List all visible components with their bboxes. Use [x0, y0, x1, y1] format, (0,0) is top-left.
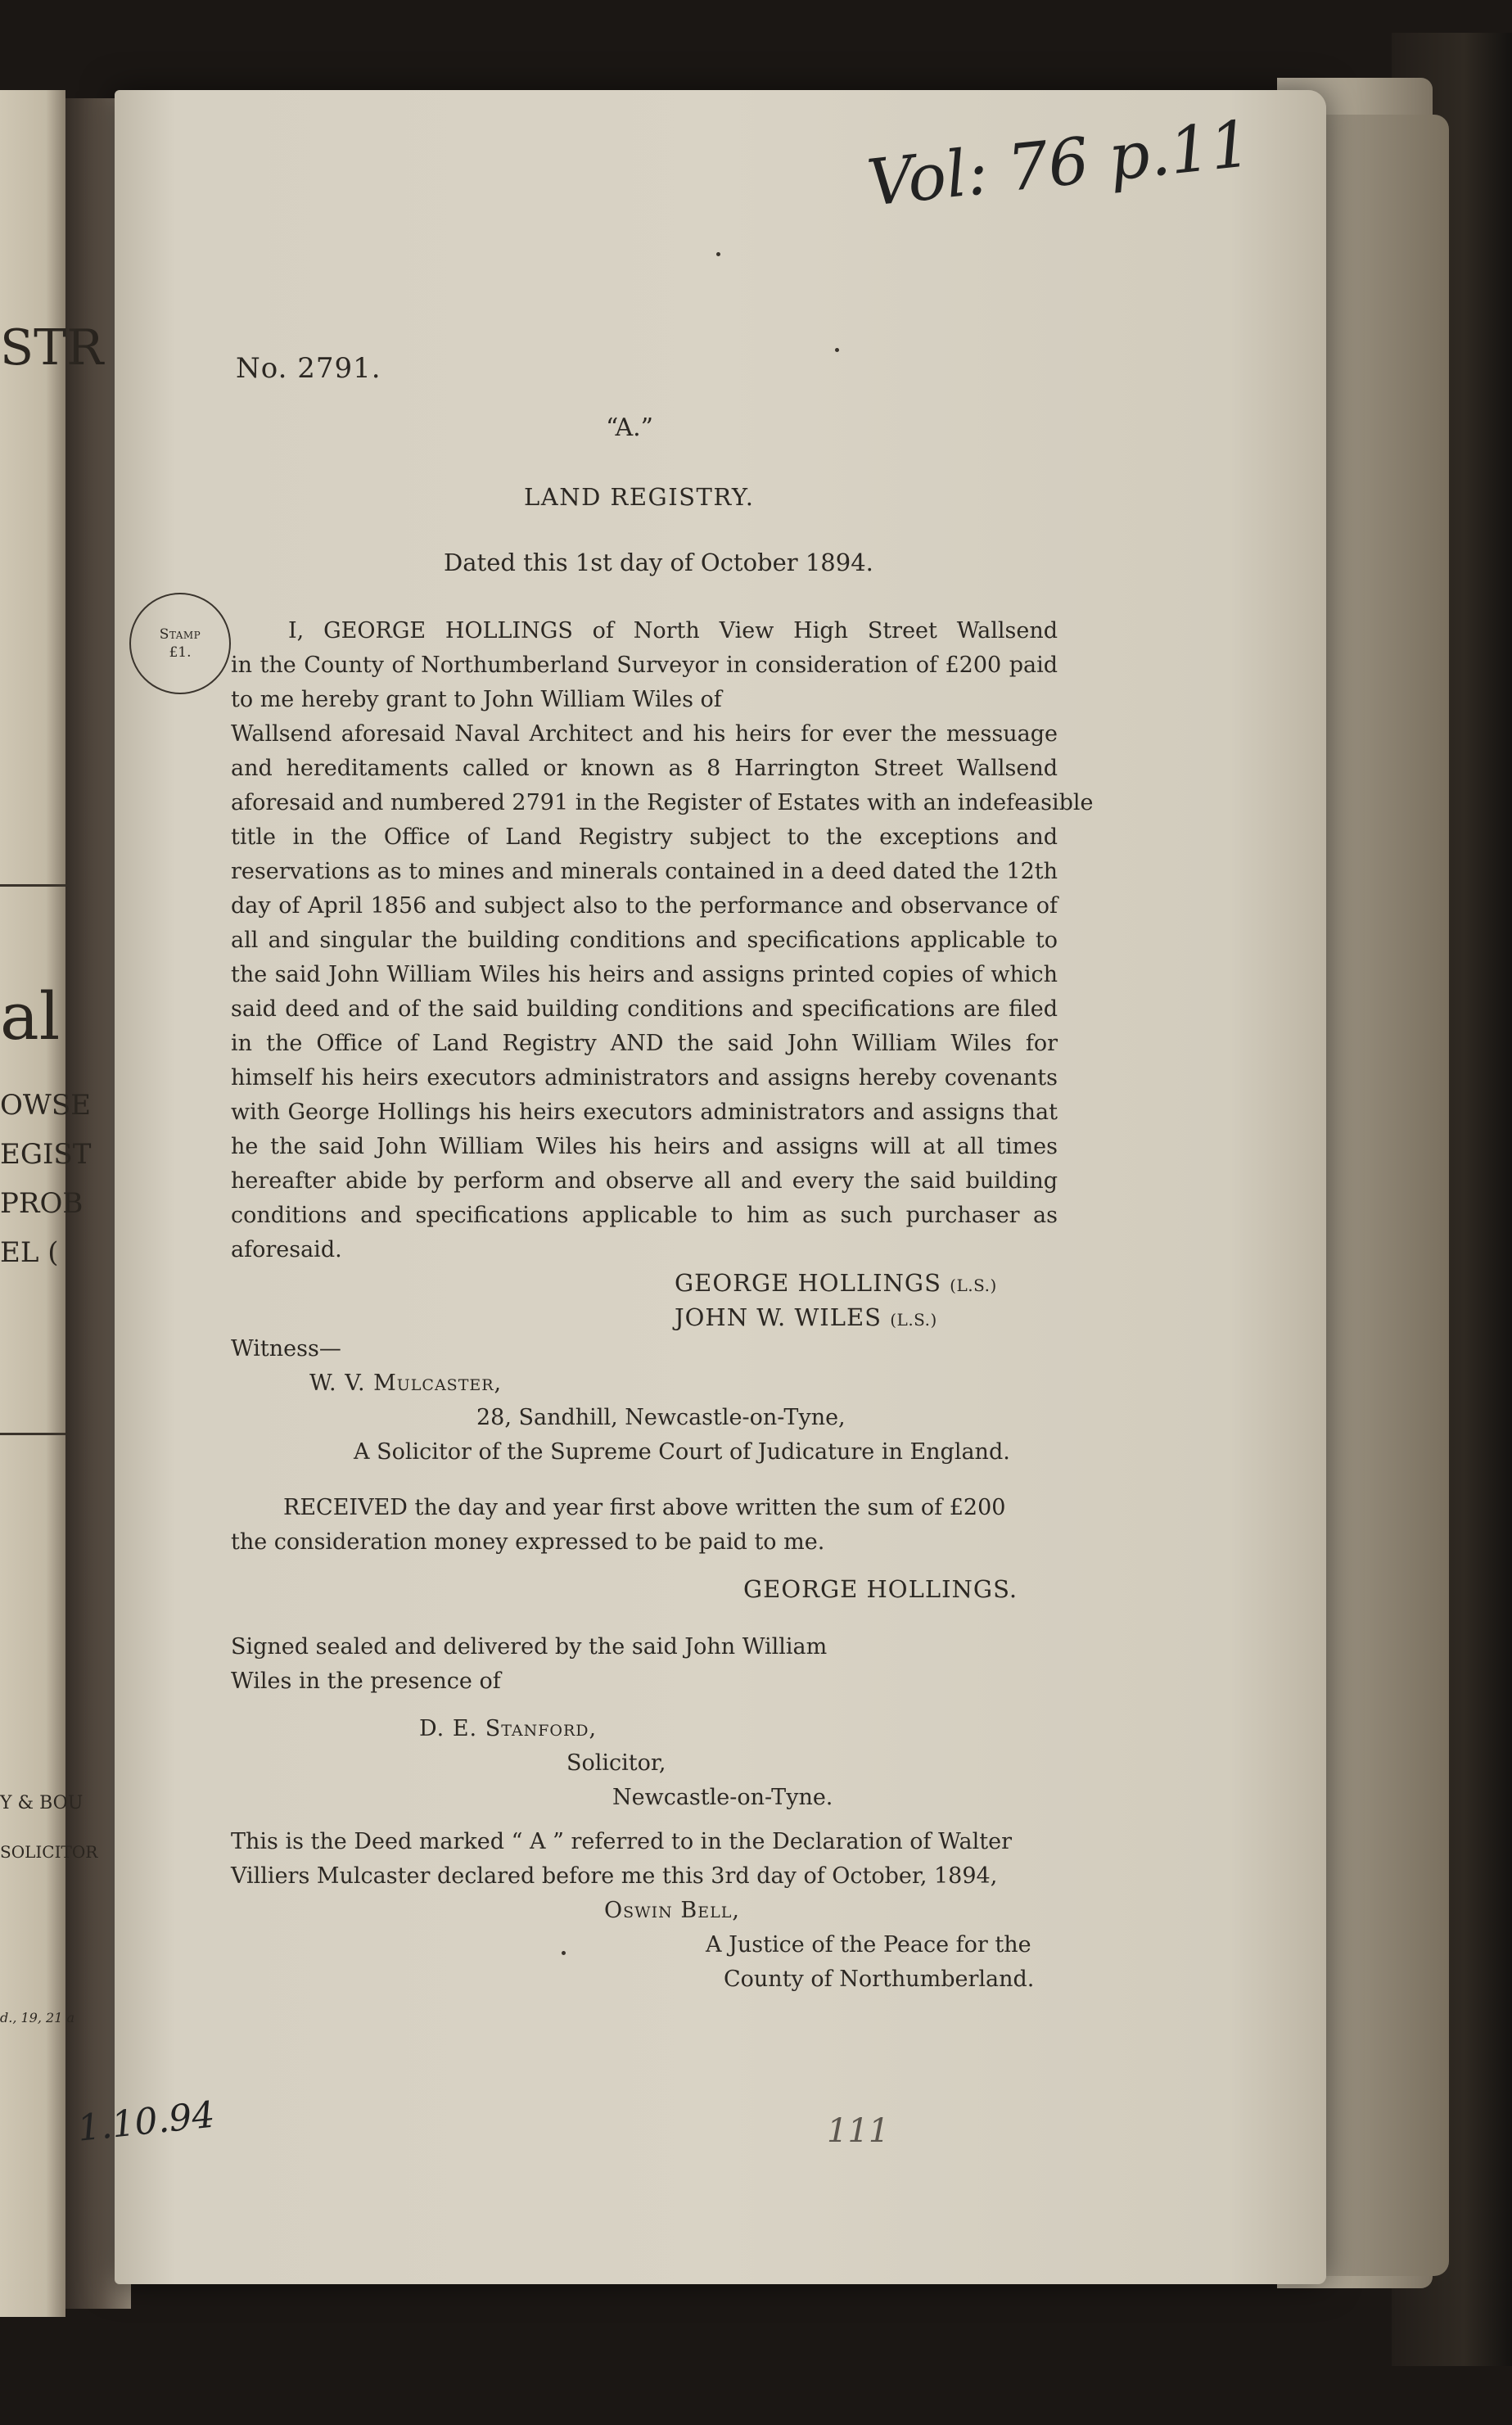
left-page-fragment: SOLICITOR — [0, 1842, 98, 1862]
left-page-rule — [0, 884, 65, 887]
body-line: hereafter abide by perform and observe all and every the said building — [231, 1168, 1058, 1194]
justice-role: A Justice of the Peace for the — [706, 1932, 1031, 1958]
witness-description: A Solicitor of the Supreme Court of Judicature in England. — [354, 1439, 1010, 1465]
left-page-fragment: EL ( — [0, 1236, 59, 1269]
deed-number: No. 2791. — [236, 352, 381, 385]
execution-line: Wiles in the presence of — [231, 1669, 501, 1694]
body-line: himself his heirs executors administrators and assigns hereby covenants — [231, 1065, 1058, 1091]
body-line: reservations as to mines and minerals contained in a deed dated the 12th — [231, 859, 1058, 884]
left-page-fragment: PROB — [0, 1187, 83, 1220]
left-page-fragment: al — [0, 978, 61, 1054]
left-page-fragment: OWSE — [0, 1089, 91, 1122]
ink-speck — [562, 1951, 566, 1955]
volume-annotation: Vol: 76 p.11 — [864, 107, 1255, 221]
left-page-fragment: d., 19, 21 a — [0, 2010, 75, 2025]
body-line: and hereditaments called or known as 8 Harrington Street Wallsend — [231, 756, 1058, 781]
left-page-fragment: EGIST — [0, 1138, 92, 1171]
body-line: I, GEORGE HOLLINGS of North View High Street Wallsend — [288, 618, 1058, 644]
execution-witness-role: Solicitor, — [566, 1750, 666, 1776]
left-page-fragment: STR — [0, 319, 104, 377]
document-title: LAND REGISTRY. — [524, 483, 755, 511]
body-line: he the said John William Wiles his heirs and assigns will at all times — [231, 1134, 1058, 1159]
execution-witness-name: D. E. Stanford, — [419, 1716, 598, 1741]
declaration-line: Villiers Mulcaster declared before me this 3rd day of October, 1894, — [231, 1863, 998, 1889]
ink-speck — [716, 252, 720, 256]
left-facing-page — [0, 90, 104, 2317]
stamp-value: £1. — [169, 644, 192, 661]
declaration-line: This is the Deed marked “ A ” referred to in the Declaration of Walter — [231, 1829, 1012, 1854]
witness-name: W. V. Mulcaster, — [309, 1371, 503, 1396]
stamp-duty-seal — [129, 593, 231, 694]
pencil-mark: 111 — [827, 2112, 890, 2150]
body-line: aforesaid and numbered 2791 in the Register of Estates with an indefeasible — [231, 790, 1094, 815]
seal-mark: (L.S.) — [890, 1310, 937, 1330]
page-stack-edge-inner — [1326, 115, 1449, 2276]
deed-mark: “A.” — [606, 413, 654, 442]
body-line: said deed and of the said building conditions and specifications are filed — [231, 996, 1058, 1022]
body-line: in the County of Northumberland Surveyor in consideration of £200 paid — [231, 653, 1058, 678]
body-line: conditions and specifications applicable to him as such purchaser as — [231, 1203, 1058, 1228]
body-line: in the Office of Land Registry AND the said John William Wiles for — [231, 1031, 1058, 1056]
receipt-line: RECEIVED the day and year first above written the sum of £200 — [283, 1495, 1006, 1520]
grantee-name: JOHN W. WILES — [675, 1303, 882, 1331]
body-line: with George Hollings his heirs executors administrators and assigns that — [231, 1100, 1058, 1125]
deed-body — [231, 614, 1094, 1267]
execution-line: Signed sealed and delivered by the said John William — [231, 1634, 828, 1660]
justice-county: County of Northumberland. — [724, 1967, 1035, 1992]
justice-name: Oswin Bell, — [604, 1898, 740, 1923]
body-line: the said John William Wiles his heirs and assigns printed copies of which — [231, 962, 1058, 987]
date-annotation: 1.10.94 — [75, 2093, 217, 2150]
left-page-rule — [0, 1433, 65, 1435]
body-line: to me hereby grant to John William Wiles of — [231, 687, 722, 712]
body-line: day of April 1856 and subject also to the performance and observance of — [231, 893, 1058, 919]
body-line: all and singular the building conditions and specifications applicable to — [231, 928, 1058, 953]
grantor-name: GEORGE HOLLINGS — [675, 1269, 941, 1297]
witness-label: Witness— — [231, 1336, 341, 1362]
receipt-line: the consideration money expressed to be paid to me. — [231, 1529, 825, 1555]
body-line: Wallsend aforesaid Naval Architect and his heirs for ever the messuage — [231, 721, 1058, 747]
body-line: aforesaid. — [231, 1237, 342, 1262]
grantor-signature — [675, 1269, 997, 1297]
grantee-signature — [675, 1303, 937, 1331]
witness-address: 28, Sandhill, Newcastle-on-Tyne, — [476, 1405, 846, 1430]
deed-date: Dated this 1st day of October 1894. — [444, 549, 873, 576]
receipt-signature: GEORGE HOLLINGS. — [743, 1575, 1018, 1603]
seal-mark: (L.S.) — [950, 1276, 997, 1295]
left-page-fragment: Y & BOU — [0, 1793, 83, 1813]
ink-speck — [835, 348, 839, 352]
body-line: title in the Office of Land Registry subject to the exceptions and — [231, 824, 1058, 850]
stamp-label: Stamp — [159, 625, 201, 643]
execution-witness-place: Newcastle-on-Tyne. — [612, 1785, 833, 1810]
